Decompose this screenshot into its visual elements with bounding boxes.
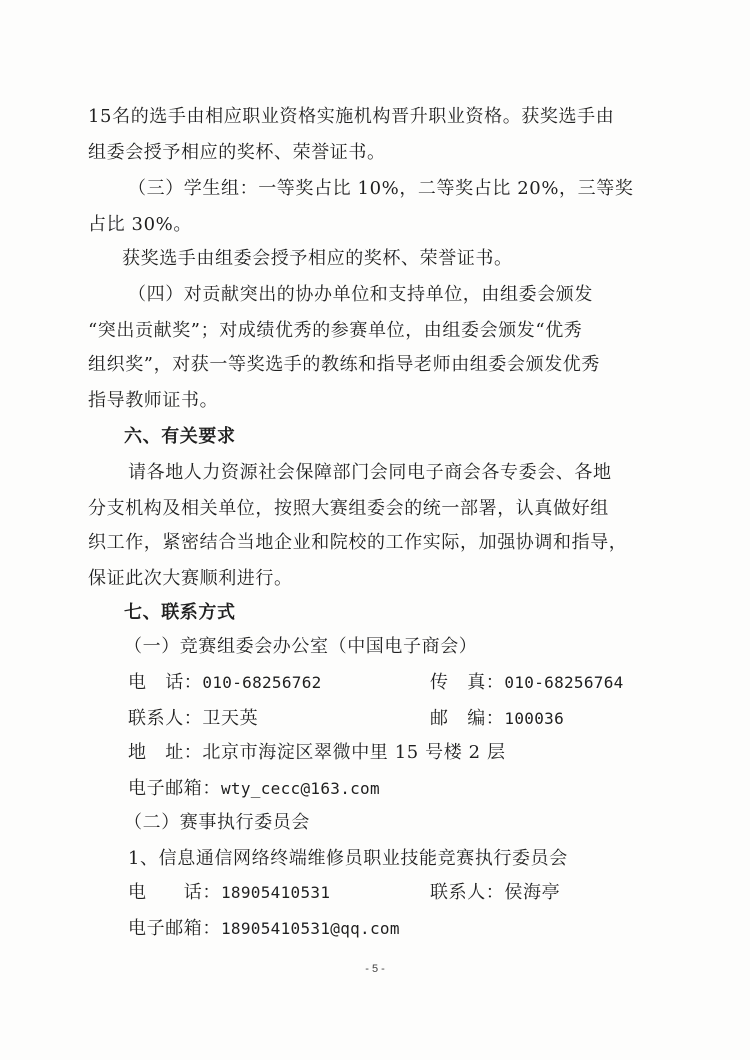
paragraph-line: 占比 30%。 [88, 214, 192, 235]
paragraph-line: （三）学生组：一等奖占比 10%，二等奖占比 20%，三等奖 [128, 178, 634, 199]
paragraph-line: 指导教师证书。 [88, 390, 219, 411]
contact2-value: 侯海亭 [504, 882, 561, 903]
committee-item: 1、信息通信网络终端维修员职业技能竞赛执行委员会 [128, 848, 568, 869]
section-heading-requirements: 六、有关要求 [124, 426, 236, 447]
page-number: - 5 - [365, 963, 385, 975]
contact2-label: 联系人： [430, 882, 505, 903]
contact-value: 卫天英 [202, 708, 259, 729]
phone2-label: 电 话： [128, 882, 221, 903]
email-row [128, 776, 380, 802]
paragraph-line: 织工作，紧密结合当地企业和院校的工作实际，加强协调和指导， [88, 532, 628, 553]
fax-row [430, 670, 624, 696]
zip-value: 100036 [504, 709, 565, 728]
email-label: 电子邮箱： [128, 778, 221, 799]
address-row [128, 740, 506, 766]
email2-label: 电子邮箱： [128, 918, 221, 939]
paragraph-line: 组委会授予相应的奖杯、荣誉证书。 [88, 142, 386, 163]
address-value: 北京市海淀区翠微中里 15 号楼 2 层 [202, 742, 506, 763]
paragraph-line: 分支机构及相关单位，按照大赛组委会的统一部署，认真做好组 [88, 498, 609, 519]
fax-value: 010-68256764 [504, 673, 624, 692]
fax-label: 传 真： [430, 672, 505, 693]
contact2-row [430, 880, 560, 906]
paragraph-line: 请各地人力资源社会保障部门会同电子商会各专委会、各地 [128, 462, 612, 483]
organizing-office-title: （一）竞赛组委会办公室（中国电子商会） [124, 636, 478, 657]
paragraph-line: 15名的选手由相应职业资格实施机构晋升职业资格。获奖选手由 [88, 106, 615, 127]
section-heading-contacts: 七、联系方式 [124, 602, 236, 623]
paragraph-line: 组织奖”，对获一等奖选手的教练和指导老师由组委会颁发优秀 [88, 354, 600, 375]
paragraph-line: 保证此次大赛顺利进行。 [88, 568, 293, 589]
email2-value: 18905410531@qq.com [221, 919, 400, 938]
phone-value: 010-68256762 [202, 673, 322, 692]
committee-title: （二）赛事执行委员会 [124, 812, 310, 833]
zip-label: 邮 编： [430, 708, 505, 729]
paragraph-line: “突出贡献奖”；对成绩优秀的参赛单位，由组委会颁发“优秀 [88, 320, 583, 341]
paragraph-line: （四）对贡献突出的协办单位和支持单位，由组委会颁发 [128, 284, 593, 305]
paragraph-line: 获奖选手由组委会授予相应的奖杯、荣誉证书。 [122, 248, 513, 269]
phone-label: 电 话： [128, 672, 203, 693]
email-value: wty_cecc@163.com [221, 779, 380, 798]
contact-label: 联系人： [128, 708, 203, 729]
phone2-value: 18905410531 [221, 883, 331, 902]
phone-row [128, 670, 322, 696]
phone2-row [128, 880, 330, 906]
email2-row [128, 916, 400, 942]
zip-row [430, 706, 564, 732]
address-label: 地 址： [128, 742, 203, 763]
contact-row [128, 706, 258, 732]
